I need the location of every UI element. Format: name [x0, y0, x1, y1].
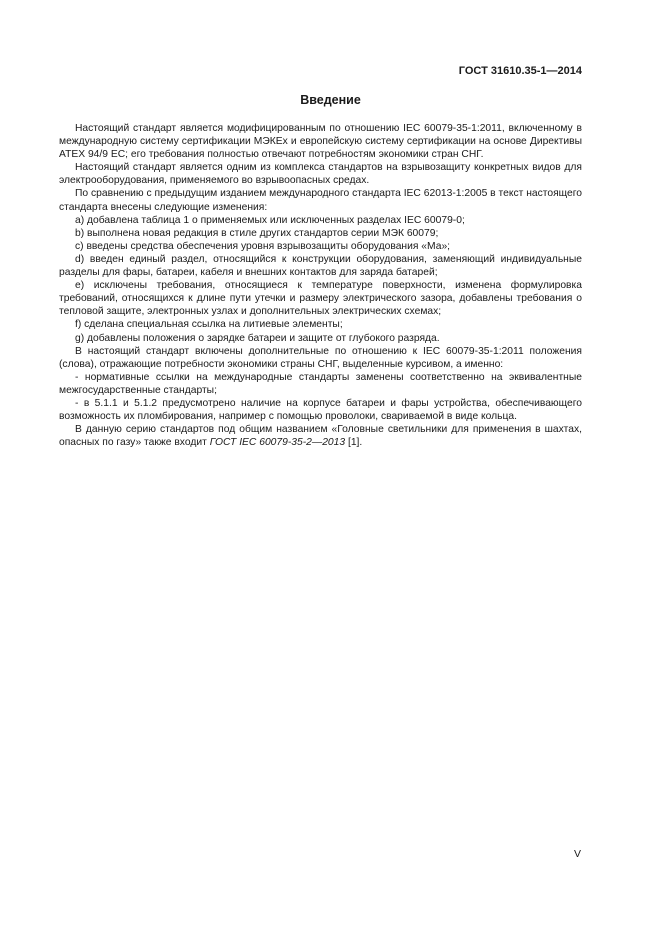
paragraph: Настоящий стандарт является модифицированным по отношению IEC 60079-35-1:2011, включенному в международную систему сертификации МЭКЕх и европейскую систему сертификации на основе Директивы АТЕХ 94/9 ЕС; его требования полностью отвечают потребностям экономики стран СНГ.: [59, 123, 582, 161]
body-text: [59, 122, 582, 449]
list-item: b) выполнена новая редакция в стиле других стандартов серии МЭК 60079;: [75, 227, 439, 239]
text-segment: [1].: [345, 437, 363, 449]
section-title: Введение: [300, 93, 361, 107]
paragraph: По сравнению с предыдущим изданием международного стандарта IEC 62013-1:2005 в текст настоящего стандарта внесены следующие изменения:: [59, 188, 582, 213]
page-number: V: [573, 848, 581, 860]
list-item: a) добавлена таблица 1 о применяемых или исключенных разделах IEC 60079-0;: [75, 214, 465, 226]
list-item: - в 5.1.1 и 5.1.2 предусмотрено наличие на корпусе батареи и фары устройства, обеспечивающего возможность их пломбирования, например с помощью проволоки, свариваемой в виде кольца.: [59, 397, 582, 423]
list-item: g) добавлены положения о зарядке батареи и защите от глубокого разряда.: [75, 332, 440, 344]
document-number: ГОСТ 31610.35-1—2014: [458, 65, 582, 77]
list-item: - нормативные ссылки на международные стандарты заменены соответственно на эквивалентные межгосударственные стандарты;: [59, 371, 582, 396]
text-segment: В данную серию стандартов под общим названием «Головные светильники для применения в шахтах, опасных по газу» также входит: [59, 424, 582, 449]
standard-reference: ГОСТ IEC 60079-35-2—2013: [209, 437, 346, 449]
list-item: c) введены средства обеспечения уровня взрывозащиты оборудования «Ма»;: [75, 240, 451, 252]
paragraph-series-reference: [59, 423, 582, 449]
list-item: f) сделана специальная ссылка на литиевые элементы;: [75, 319, 343, 331]
paragraph: Настоящий стандарт является одним из комплекса стандартов на взрывозащиту конкретных видов для электрооборудования, применяемого во взрывоопасных средах.: [59, 162, 582, 187]
list-item: e) исключены требования, относящиеся к температуре поверхности, изменена формулировка требований, относящихся к длине пути утечки и размеру электрического зазора, добавлены требования о тепловой защите, электронных узлах и дополнительных электрических схемах;: [59, 280, 582, 318]
list-item: d) введен единый раздел, относящийся к конструкции оборудования, заменяющий индивидуальные разделы для фары, батареи, кабеля и внешних контактов для заряда батарей;: [59, 253, 582, 279]
paragraph: В настоящий стандарт включены дополнительные по отношению к IEC 60079-35-1:2011 положения (слова), отражающие потребности экономики страны СНГ, выделенные курсивом, а именно:: [59, 345, 582, 370]
